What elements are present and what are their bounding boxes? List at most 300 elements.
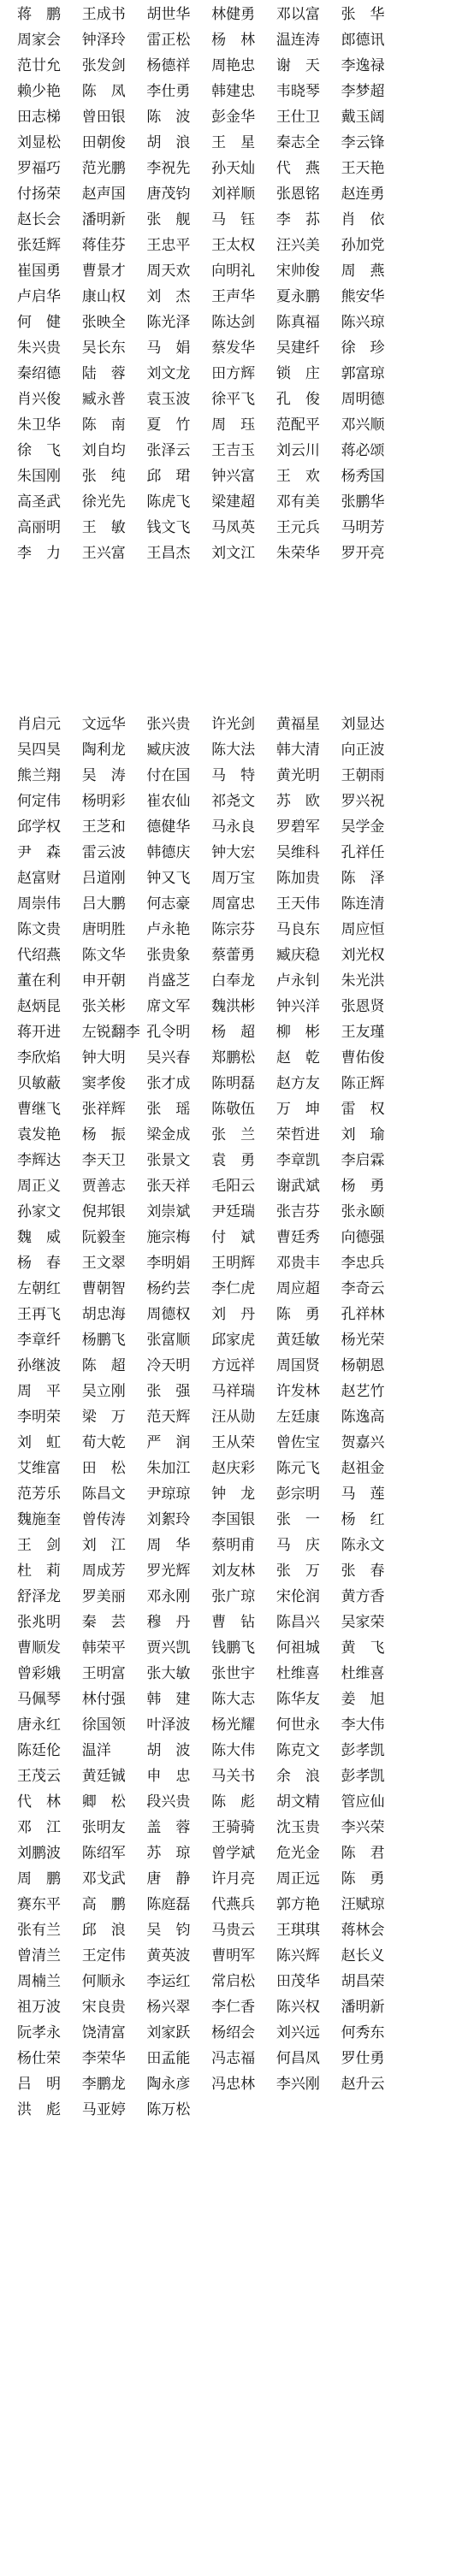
name-row [17,1943,471,1969]
name-cell: 尹琼琼 [146,1486,191,1503]
name-cell: 陈宗芬 [211,921,256,938]
name-row [17,361,471,387]
name-cell: 何顺永 [81,1973,126,1990]
name-cell: 左廷康 [276,1409,320,1426]
name-cell: 何世永 [276,1716,320,1734]
name-cell: 陈 南 [81,417,126,434]
name-cell: 李 力 [17,545,61,562]
name-cell: 曹廷秀 [276,1229,320,1246]
name-row [17,130,471,156]
name-cell: 韩荣平 [81,1640,126,1657]
name-cell: 沈玉贵 [276,1819,320,1836]
name-cell: 洪 彪 [17,2101,61,2118]
name-cell: 赵连勇 [341,186,385,203]
name-cell: 杨仕荣 [17,2050,61,2067]
name-cell: 张 春 [341,1563,385,1580]
name-cell: 唐明胜 [81,921,126,938]
name-cell: 蒋开进 [17,1024,61,1041]
name-cell: 向明礼 [211,263,256,280]
name-cell: 李兴荣 [341,1819,385,1836]
name-cell: 秦 芸 [81,1614,126,1631]
name-row [17,1712,471,1738]
name-cell: 李仁虎 [211,1280,256,1297]
name-cell: 贾兴凯 [146,1640,191,1657]
name-row [17,1840,471,1866]
name-cell: 王忠平 [146,237,191,254]
name-cell: 吕道刚 [81,870,126,887]
name-cell: 刘崇斌 [146,1203,191,1220]
name-cell: 彭宗明 [276,1486,320,1503]
name-cell: 黄 飞 [341,1640,385,1657]
name-cell: 李启霖 [341,1152,385,1169]
name-cell: 赵炳昆 [17,998,61,1015]
name-cell: 郎德讯 [341,32,385,49]
name-row [17,2097,471,2123]
name-cell: 张映全 [81,314,126,331]
name-cell: 韩建忠 [211,83,256,100]
name-cell: 田茂华 [276,1973,320,1990]
name-cell: 刘 虹 [17,1434,61,1451]
name-row [17,489,471,515]
name-cell: 杨光荣 [341,1332,385,1349]
name-cell: 张 兰 [211,1126,256,1143]
name-cell: 钱文飞 [146,519,191,536]
name-row [17,1456,471,1481]
name-cell: 陈虎飞 [146,493,191,511]
name-cell: 张 强 [146,1383,191,1400]
name-row [17,994,471,1019]
name-cell: 陈 凤 [81,83,126,100]
name-cell: 蔡明甫 [211,1537,256,1554]
name-cell: 彭孝凯 [341,1768,385,1785]
name-cell: 申 忠 [146,1768,191,1785]
name-cell: 王 欢 [276,468,320,485]
name-cell: 邓戈武 [81,1870,126,1888]
name-cell: 马 特 [211,767,256,784]
name-cell: 席文军 [146,998,191,1015]
name-cell: 饶清富 [81,2024,126,2041]
name-cell: 高 鹏 [81,1896,126,1913]
name-cell: 陈克文 [276,1742,320,1759]
name-cell: 张吉芬 [276,1203,320,1220]
name-cell: 雷 权 [341,1101,385,1118]
name-cell: 罗福巧 [17,160,61,177]
name-row [17,1148,471,1173]
name-cell: 陈 波 [146,109,191,126]
name-cell: 朱荣华 [276,545,320,562]
name-cell: 何昌凤 [276,2050,320,2067]
name-row [17,1173,471,1199]
name-cell: 付扬荣 [17,186,61,203]
name-cell: 田 松 [81,1460,126,1477]
name-row [17,233,471,258]
name-cell: 张关彬 [81,998,126,1015]
name-cell: 陈大志 [211,1691,256,1708]
name-cell: 陈明磊 [211,1075,256,1092]
name-cell: 段兴贵 [146,1793,191,1811]
name-cell: 陈万松 [146,2101,191,2118]
name-cell: 彭金华 [211,109,256,126]
name-cell: 田朝俊 [81,134,126,151]
name-cell: 万 坤 [276,1101,320,1118]
name-cell: 韩大清 [276,741,320,759]
name-cell: 肖盛芝 [146,972,191,990]
name-cell: 曾田银 [81,109,126,126]
name-cell: 张 纯 [81,468,126,485]
name-cell: 柳 彬 [276,1024,320,1041]
name-row [17,1045,471,1071]
name-cell: 曾佐宝 [276,1434,320,1451]
name-cell: 向德强 [341,1229,385,1246]
name-cell: 臧永普 [81,391,126,408]
name-cell: 赵 乾 [276,1049,320,1066]
name-cell: 王仕卫 [276,109,320,126]
name-cell: 代绍燕 [17,947,61,964]
name-cell: 刘鹏波 [17,1845,61,1862]
name-row [17,515,471,541]
name-cell: 曹 钻 [211,1614,256,1631]
name-cell: 施宗梅 [146,1229,191,1246]
name-cell: 刘显达 [341,716,385,733]
name-cell: 刘光权 [341,947,385,964]
name-cell: 赵长会 [17,211,61,228]
name-cell: 周德权 [146,1306,191,1323]
name-cell: 袁玉波 [146,391,191,408]
name-cell: 杨朝恩 [341,1357,385,1374]
name-cell: 郭富琼 [341,365,385,382]
name-cell: 许发林 [276,1383,320,1400]
name-cell: 郑鹏松 [211,1049,256,1066]
name-row [17,1969,471,1994]
name-cell: 赵方友 [276,1075,320,1092]
name-cell: 秦志全 [276,134,320,151]
name-row [17,27,471,53]
name-cell: 范天辉 [146,1409,191,1426]
name-cell: 王明辉 [211,1255,256,1272]
name-cell: 康山权 [81,288,126,305]
name-cell: 张富顺 [146,1332,191,1349]
name-cell: 王天艳 [341,160,385,177]
name-cell: 荀大乾 [81,1434,126,1451]
name-cell: 周正远 [276,1870,320,1888]
name-row [17,712,471,737]
name-cell: 高圣武 [17,493,61,511]
name-cell: 潘明新 [341,1999,385,2016]
name-cell: 刘兴远 [276,2024,320,2041]
name-row [17,1122,471,1148]
name-row [17,1687,471,1712]
name-cell: 张兴贵 [146,716,191,733]
name-cell: 赵祖金 [341,1460,385,1477]
name-cell: 杨秀国 [341,468,385,485]
name-cell: 曾传涛 [81,1511,126,1528]
name-cell: 袁 勇 [211,1152,256,1169]
name-cell: 陈大伟 [211,1742,256,1759]
name-cell: 马 庆 [276,1537,320,1554]
name-cell: 朱兴贵 [17,340,61,357]
name-cell: 徐 飞 [17,442,61,459]
name-cell: 胡 波 [146,1742,191,1759]
name-cell: 王 剑 [17,1537,61,1554]
name-cell: 马亚婷 [81,2101,126,2118]
name-cell: 刘云川 [276,442,320,459]
name-row [17,156,471,181]
name-cell: 李大伟 [341,1716,385,1734]
name-cell: 谢武斌 [276,1178,320,1195]
name-cell: 李祝先 [146,160,191,177]
name-cell: 周应恒 [341,921,385,938]
name-row [17,789,471,814]
name-cell: 刘家跃 [146,2024,191,2041]
name-cell: 陈加贵 [276,870,320,887]
name-cell: 陈真福 [276,314,320,331]
name-row [17,1250,471,1276]
name-cell: 陆 蓉 [81,365,126,382]
name-cell: 臧庆稳 [276,947,320,964]
name-cell: 杨明彩 [81,793,126,810]
name-cell: 黄廷铖 [81,1768,126,1785]
name-cell: 胡 浪 [146,134,191,151]
name-cell: 张 舰 [146,211,191,228]
name-cell: 杜 莉 [17,1563,61,1580]
name-cell: 李云锋 [341,134,385,151]
name-cell: 陈 勇 [341,1870,385,1888]
name-cell: 邓 江 [17,1819,61,1836]
name-cell: 陶永彦 [146,2076,191,2093]
name-row [17,438,471,464]
name-cell: 梁建超 [211,493,256,511]
name-cell: 钟又飞 [146,870,191,887]
name-cell: 贝敏蔽 [17,1075,61,1092]
name-cell: 锁 庄 [276,365,320,382]
name-cell: 邱 珺 [146,468,191,485]
name-cell: 代 燕 [276,160,320,177]
name-cell: 祁尧文 [211,793,256,810]
name-cell: 刘文江 [211,545,256,562]
name-cell: 刘文龙 [146,365,191,382]
name-cell: 贾善志 [81,1178,126,1195]
name-cell: 孙加党 [341,237,385,254]
name-cell: 温洋 [81,1742,126,1759]
name-cell: 田志梯 [17,109,61,126]
name-cell: 钟兴富 [211,468,256,485]
name-cell: 吴建纤 [276,340,320,357]
name-cell: 卢永艳 [146,921,191,938]
name-cell: 张兆明 [17,1614,61,1631]
name-cell: 田孟能 [146,2050,191,2067]
name-row [17,1610,471,1635]
name-cell: 张 万 [276,1563,320,1580]
name-cell: 孔祥林 [341,1306,385,1323]
name-cell: 杨约芸 [146,1280,191,1297]
name-cell: 陈兴琼 [341,314,385,331]
name-cell: 魏施奎 [17,1511,61,1528]
name-row [17,1994,471,2020]
name-cell: 陈 君 [341,1845,385,1862]
name-cell: 杨德祥 [146,57,191,74]
name-cell: 肖启元 [17,716,61,733]
name-cell: 陈华友 [276,1691,320,1708]
name-row [17,79,471,104]
name-cell: 卿 松 [81,1793,126,1811]
name-cell: 熊兰翔 [17,767,61,784]
name-cell: 叶泽波 [146,1716,191,1734]
name-cell: 熊安华 [341,288,385,305]
name-cell: 吴四昊 [17,741,61,759]
name-cell: 周 华 [146,1537,191,1554]
name-cell: 马良东 [276,921,320,938]
name-cell: 黄福星 [276,716,320,733]
name-cell: 吴家荣 [341,1614,385,1631]
name-cell: 邱学权 [17,818,61,836]
name-cell: 周 燕 [341,263,385,280]
name-cell: 吴长东 [81,340,126,357]
name-cell: 周明德 [341,391,385,408]
name-cell: 周万宝 [211,870,256,887]
name-row [17,942,471,968]
name-cell: 陈正辉 [341,1075,385,1092]
name-cell: 德健华 [146,818,191,836]
name-row [17,891,471,917]
name-cell: 陶利龙 [81,741,126,759]
name-cell: 杨兴翠 [146,1999,191,2016]
name-cell: 夏 竹 [146,417,191,434]
name-cell: 王吉玉 [211,442,256,459]
name-cell: 王从荣 [211,1434,256,1451]
name-cell: 杨 林 [211,32,256,49]
name-cell: 袁发艳 [17,1126,61,1143]
name-cell: 周富忠 [211,895,256,913]
name-cell: 白奉龙 [211,972,256,990]
name-cell: 罗兴祝 [341,793,385,810]
name-cell: 马永良 [211,818,256,836]
name-cell: 朱光洪 [341,972,385,990]
name-cell: 杨绍会 [211,2024,256,2041]
name-cell: 何定伟 [17,793,61,810]
name-cell: 穆 丹 [146,1614,191,1631]
name-cell: 文远华 [81,716,126,733]
name-cell: 邓以富 [276,6,320,23]
name-cell: 刘 瑜 [341,1126,385,1143]
name-cell: 李忠兵 [341,1255,385,1272]
name-cell: 曹佑俊 [341,1049,385,1066]
name-cell: 王定伟 [81,1947,126,1964]
name-cell: 雷正松 [146,32,191,49]
name-cell: 高丽明 [17,519,61,536]
name-cell: 杨 红 [341,1511,385,1528]
name-cell: 姜 旭 [341,1691,385,1708]
name-cell: 董在利 [17,972,61,990]
name-cell: 孙继波 [17,1357,61,1374]
name-cell: 贺嘉兴 [341,1434,385,1451]
name-cell: 李明荣 [17,1409,61,1426]
name-cell: 杜维喜 [276,1665,320,1682]
name-cell: 周天欢 [146,263,191,280]
name-cell: 冯忠林 [211,2076,256,2093]
name-cell: 李章凯 [276,1152,320,1169]
name-cell: 罗美丽 [81,1588,126,1605]
name-cell: 唐永红 [17,1716,61,1734]
name-cell: 汪从勋 [211,1409,256,1426]
name-cell: 杨光耀 [211,1716,256,1734]
name-cell: 蒋 鹏 [17,6,61,23]
name-cell: 王元兵 [276,519,320,536]
name-cell: 戴玉阔 [341,109,385,126]
name-cell: 向正波 [341,741,385,759]
name-cell: 赛东平 [17,1896,61,1913]
name-cell: 陈敬伍 [211,1101,256,1118]
name-cell: 孙天灿 [211,160,256,177]
name-row [17,2,471,27]
name-cell: 陈 彪 [211,1793,256,1811]
name-cell: 陈兴权 [276,1999,320,2016]
name-row [17,1635,471,1661]
name-cell: 张祥辉 [81,1101,126,1118]
name-cell: 杨 勇 [341,1178,385,1195]
name-cell: 杨 超 [211,1024,256,1041]
name-cell: 王琪琪 [276,1922,320,1939]
name-cell: 钟泽玲 [81,32,126,49]
name-cell: 王再飞 [17,1306,61,1323]
name-cell: 刘友林 [211,1563,256,1580]
name-cell: 陈 泽 [341,870,385,887]
name-cell: 臧庆波 [146,741,191,759]
name-row [17,2020,471,2046]
name-cell: 张泽云 [146,442,191,459]
name-cell: 张明友 [81,1819,126,1836]
name-row [17,1353,471,1379]
name-cell: 田方辉 [211,365,256,382]
name-row [17,1558,471,1584]
name-cell: 阮孝永 [17,2024,61,2041]
name-cell: 刘絮玲 [146,1511,191,1528]
name-cell: 马 钰 [211,211,256,228]
name-cell: 范廿允 [17,57,61,74]
name-cell: 徐光先 [81,493,126,511]
name-cell: 陈文贵 [17,921,61,938]
name-cell: 吴兴春 [146,1049,191,1066]
name-cell: 尹廷瑞 [211,1203,256,1220]
name-cell: 何祖城 [276,1640,320,1657]
name-cell: 艾维富 [17,1460,61,1477]
name-cell: 朱国刚 [17,468,61,485]
name-cell: 邓永刚 [146,1588,191,1605]
name-row [17,1404,471,1430]
name-cell: 肖 依 [341,211,385,228]
name-cell: 夏永鹏 [276,288,320,305]
name-cell: 秦绍德 [17,365,61,382]
name-cell: 张 一 [276,1511,320,1528]
name-cell: 冷天明 [146,1357,191,1374]
name-cell: 周 平 [17,1383,61,1400]
name-cell: 张恩铭 [276,186,320,203]
name-cell: 李仁香 [211,1999,256,2016]
name-row [17,1917,471,1943]
name-cell: 汪兴美 [276,237,320,254]
name-cell: 刘 杰 [146,288,191,305]
name-cell: 李 荪 [276,211,320,228]
name-cell: 范配平 [276,417,320,434]
name-cell: 胡世华 [146,6,191,23]
name-cell: 张永颐 [341,1203,385,1220]
name-cell: 张世宇 [211,1665,256,1682]
name-row [17,541,471,566]
name-cell: 蔡发华 [211,340,256,357]
name-cell: 曹景才 [81,263,126,280]
name-cell: 刘 江 [81,1537,126,1554]
name-cell: 李明娟 [146,1255,191,1272]
name-cell: 刘 丹 [211,1306,256,1323]
